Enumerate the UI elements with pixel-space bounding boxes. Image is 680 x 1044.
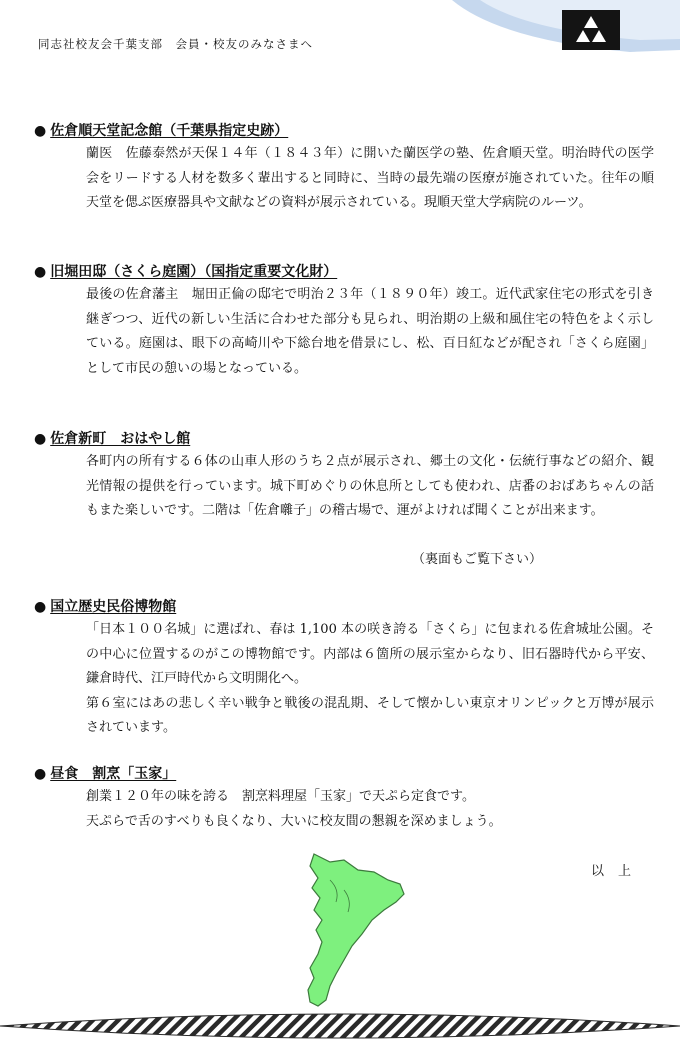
section-title: ● 国立歴史民俗博物館	[34, 596, 654, 618]
see-reverse-note: （裏面もご覧下さい）	[412, 552, 543, 567]
section-body	[86, 283, 654, 381]
paragraph: 天ぷらで舌のすべりも良くなり、大いに校友間の懇親を深めましょう。	[86, 813, 502, 829]
doshisha-emblem-icon	[562, 10, 620, 50]
section-lunch-tamaya	[34, 763, 654, 834]
paragraph: 「日本１００名城」に選ばれ、春は 1,100 本の咲き誇る「さくら」に包まれる佐倉城址公園。その中心に位置するのがこの博物館です。内部は６箇所の展示室からなり、旧石器時代から平安、鎌倉時代、江戸時代から文明開化へ。	[86, 622, 654, 686]
section-rekihaku	[34, 596, 654, 741]
section-juntendo	[34, 120, 654, 216]
chiba-prefecture-map-icon	[300, 850, 420, 1010]
paragraph: 第６室にはあの悲しく辛い戦争と戦後の混乱期、そして懐かしい東京オリンピックと万博が展示されています。	[86, 695, 654, 735]
section-ohayashi-kan	[34, 428, 654, 524]
section-body	[86, 450, 654, 524]
bullet: ●	[34, 123, 47, 139]
section-body	[86, 618, 654, 741]
header-title: 同志社校友会千葉支部 会員・校友のみなさまへ	[38, 37, 313, 51]
paragraph: 創業１２０年の味を誇る 割烹料理屋「玉家」で天ぷら定食です。	[86, 789, 475, 804]
section-title: ● 旧堀田邸（さくら庭園）（国指定重要文化財）	[34, 261, 654, 283]
bullet: ●	[34, 599, 47, 615]
bullet: ●	[34, 264, 47, 280]
paragraph: 蘭医 佐藤泰然が天保１４年（１８４３年）に開いた蘭医学の塾、佐倉順天堂。明治時代の医学会をリードする人材を数多く輩出すると同時に、当時の最先端の医療が施されていた。往年の順天堂を偲ぶ医療器具や文献などの資料が展示されている。現順天堂大学病院のルーツ。	[86, 146, 654, 210]
section-hotta-residence	[34, 261, 654, 381]
closing-ijo: 以上	[591, 864, 646, 879]
section-title: ● 佐倉順天堂記念館（千葉県指定史跡）	[34, 120, 654, 142]
bullet: ●	[34, 431, 47, 447]
bullet: ●	[34, 766, 47, 782]
decorative-lattice-band-icon	[0, 1008, 680, 1044]
section-title: ● 昼食 割烹「玉家」	[34, 763, 654, 785]
section-title: ● 佐倉新町 おはやし館	[34, 428, 654, 450]
paragraph: 各町内の所有する６体の山車人形のうち２点が展示され、郷土の文化・伝統行事などの紹介、観光情報の提供を行っています。城下町めぐりの休息所としても使われ、店番のおばあちゃんの話もまた楽しいです。二階は「佐倉囃子」の稽古場で、運がよければ聞くことが出来ます。	[86, 454, 654, 518]
section-body	[86, 785, 654, 834]
paragraph: 最後の佐倉藩主 堀田正倫の邸宅で明治２３年（１８９０年）竣工。近代武家住宅の形式を引き継ぎつつ、近代の新しい生活に合わせた部分も見られ、明治期の上級和風住宅の特色をよく示している。庭園は、眼下の高崎川や下総台地を借景にし、松、百日紅などが配され「さくら庭園」として市民の憩いの場となっている。	[86, 287, 654, 376]
section-body	[86, 142, 654, 216]
